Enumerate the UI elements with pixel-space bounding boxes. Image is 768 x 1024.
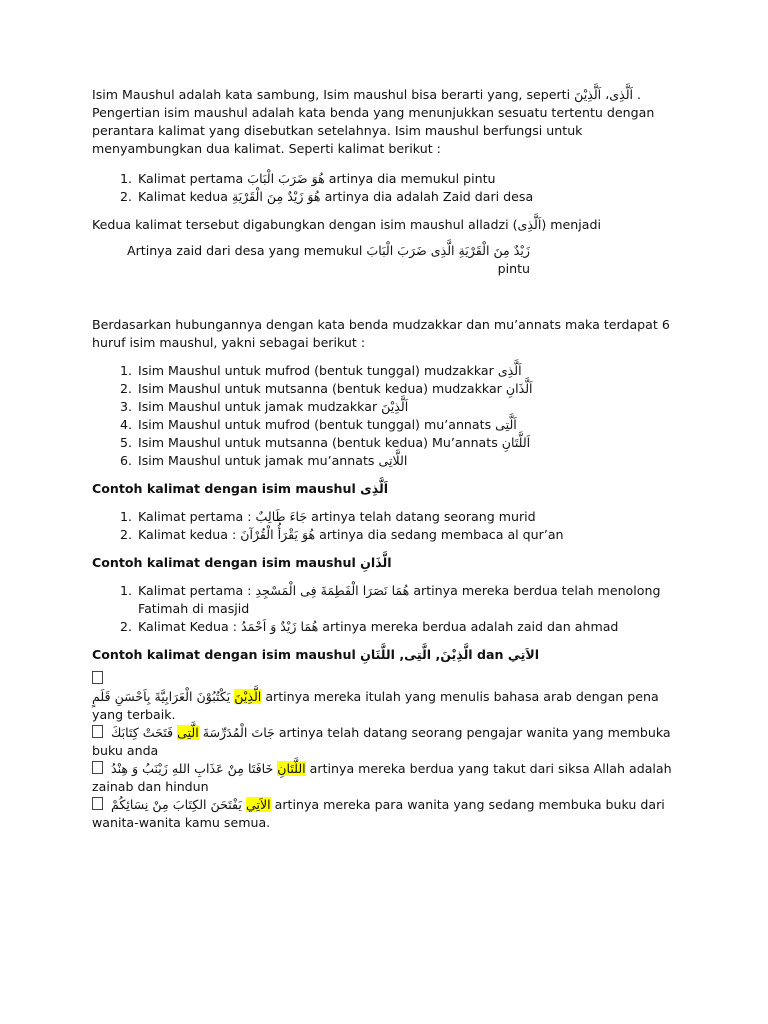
list-item bbox=[92, 526, 682, 544]
list-number: 4. bbox=[119, 417, 132, 432]
bullet-marker bbox=[92, 670, 682, 688]
list-text: Kalimat kedua : هُوَ يَقْرَأُ الْقُرْآنَ artinya dia sedang membaca al qur’an bbox=[138, 527, 564, 542]
highlighted-word: الَّذِيْنَ bbox=[234, 689, 262, 704]
section-heading: Contoh kalimat dengan isim maushul الَّذَانِ bbox=[92, 555, 392, 570]
list-item bbox=[92, 618, 682, 636]
section-heading: Contoh kalimat dengan isim maushul اَلَّذِى bbox=[92, 481, 389, 496]
list-number: 3. bbox=[119, 399, 132, 414]
list-text: Kalimat pertama هُوَ ضَرَبَ الْبَابَ artinya dia memukul pintu bbox=[138, 171, 496, 186]
list-item bbox=[92, 582, 682, 618]
list-item bbox=[92, 398, 682, 416]
translation-text: artinya mereka para wanita yang sedang membuka buku dari wanita-wanita kamu semua. bbox=[92, 797, 665, 830]
list-item bbox=[92, 452, 682, 470]
section-heading: Contoh kalimat dengan isim maushul الَّذِيْنَ, الَّتِى, اللَّتَانِ dan الاَتِي bbox=[92, 647, 540, 662]
bullet-icon bbox=[92, 797, 103, 810]
list-item bbox=[92, 508, 682, 526]
example-list-alladzani bbox=[92, 582, 682, 636]
document-page bbox=[92, 86, 682, 832]
combined-sentence: زَيْدٌ مِنَ الْقَرْيَةِ الَّذِى ضَرَبَ الْبَابَ Artinya zaid dari desa yang memukul pintu bbox=[126, 243, 530, 276]
translation-text: artinya mereka berdua yang takut dari siksa Allah adalah zainab dan hindun bbox=[92, 761, 672, 794]
list-number: 1. bbox=[119, 363, 132, 378]
highlighted-word: الَّتِى bbox=[177, 725, 199, 740]
list-text: Isim Maushul untuk jamak mu’annats اللَّاتِى bbox=[138, 453, 408, 468]
list-number: 2. bbox=[119, 381, 132, 396]
list-item bbox=[92, 170, 682, 188]
examples-block bbox=[92, 664, 682, 832]
bullet-icon bbox=[92, 761, 103, 774]
list-text: Kalimat pertama : جَاءَ طَالِبٌ artinya telah datang seorang murid bbox=[138, 509, 536, 524]
list-number: 1. bbox=[119, 171, 132, 186]
example-sentence bbox=[92, 796, 682, 832]
highlighted-word: الاَتِي bbox=[245, 797, 271, 812]
list-text: Isim Maushul untuk mutsanna (bentuk kedua) mudzakkar اَلَّذَانِ bbox=[138, 381, 533, 396]
list-text: Isim Maushul untuk jamak mudzakkar اَلَّذِيْنَ bbox=[138, 399, 409, 414]
list-item bbox=[92, 434, 682, 452]
example-sentence bbox=[92, 760, 682, 796]
arabic-phrase: جَاتَ الْمُدَرِّسَةَ bbox=[198, 725, 275, 740]
list-item bbox=[92, 362, 682, 380]
list-text: Kalimat pertama : هُمَا نَصَرَا الْفَطِمَةَ فِى الْمَسْجِدِ artinya mereka berdua telah menolong Fatimah di masjid bbox=[138, 583, 661, 616]
types-list bbox=[92, 362, 682, 470]
combine-paragraph: Kedua kalimat tersebut digabungkan dengan isim maushul alladzi (اَلَّذِى) menjadi bbox=[92, 217, 601, 232]
list-text: Isim Maushul untuk mufrod (bentuk tunggal) mudzakkar اَلَّذِى bbox=[138, 363, 522, 378]
example-sentence bbox=[92, 688, 682, 724]
intro-list bbox=[92, 170, 682, 206]
types-intro-paragraph: Berdasarkan hubungannya dengan kata benda mudzakkar dan mu’annats maka terdapat 6 huruf isim maushul, yakni sebagai berikut : bbox=[92, 317, 670, 350]
bullet-icon bbox=[92, 725, 103, 738]
arabic-phrase: يَكْتُبُوْنَ الْعَرَابِيَّةَ بِاَحْسَنِ قَلَمٍ bbox=[92, 689, 235, 704]
bullet-icon bbox=[92, 671, 103, 684]
list-number: 6. bbox=[119, 453, 132, 468]
list-text: Isim Maushul untuk mutsanna (bentuk kedua) Mu’annats اَللَّتَانِ bbox=[138, 435, 531, 450]
translation-text: artinya mereka itulah yang menulis bahasa arab dengan pena yang terbaik. bbox=[92, 689, 659, 722]
list-item bbox=[92, 188, 682, 206]
list-number: 1. bbox=[119, 583, 132, 598]
arabic-phrase: يَفْتَحَنَ الكِتَابَ مِنْ نِسَائِكُمْ bbox=[111, 797, 246, 812]
list-number: 2. bbox=[119, 619, 132, 634]
example-sentence bbox=[92, 724, 682, 760]
list-item bbox=[92, 380, 682, 398]
arabic-phrase: فَتَحَتْ كِتَابَكَ bbox=[111, 725, 178, 740]
list-number: 2. bbox=[119, 527, 132, 542]
translation-text: artinya telah datang seorang pengajar wanita yang membuka buku anda bbox=[92, 725, 671, 758]
list-text: Kalimat Kedua : هُمَا زَيْدٌ وَ اَحْمَدُ artinya mereka berdua adalah zaid dan ahmad bbox=[138, 619, 619, 634]
highlighted-word: اللَّتَانِ bbox=[277, 761, 306, 776]
list-text: Kalimat kedua هُوَ زَيْدٌ مِنَ الْقَرْيَةِ artinya dia adalah Zaid dari desa bbox=[138, 189, 534, 204]
intro-paragraph: Isim Maushul adalah kata sambung, Isim maushul bisa berarti yang, seperti اَلَّذِى، اَلَّذِيْنَ . Pengertian isim maushul adalah kata benda yang menunjukkan sesuatu tertentu dengan perantara kalimat yang disebutkan setelahnya. Isim maushul berfungsi untuk menyambungkan dua kalimat. Seperti kalimat berikut : bbox=[92, 87, 655, 156]
list-number: 5. bbox=[119, 435, 132, 450]
list-text: Isim Maushul untuk mufrod (bentuk tunggal) mu’annats اَلَّتِى bbox=[138, 417, 517, 432]
list-number: 2. bbox=[119, 189, 132, 204]
arabic-phrase: خَافَتَا مِنْ عَذَابِ اللهِ زَيْنَبُ وَ هِنْدُ bbox=[111, 761, 278, 776]
list-number: 1. bbox=[119, 509, 132, 524]
example-list-alladzi bbox=[92, 508, 682, 544]
list-item bbox=[92, 416, 682, 434]
